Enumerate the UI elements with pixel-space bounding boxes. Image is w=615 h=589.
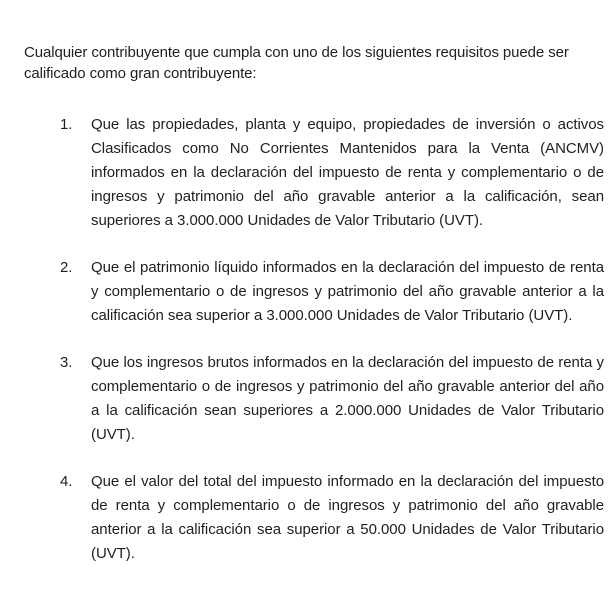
list-item-text: Que los ingresos brutos informados en la declaración del impuesto de renta y complementario o de ingresos y patrimonio del año gravable anterior del año a la calificación sean superiores a 2.000.000 Unidades de Valor Tributario (UVT). [91, 354, 604, 443]
list-item-text: Que el valor del total del impuesto informado en la declaración del impuesto de renta y complementario o de ingresos y patrimonio del año gravable anterior a la calificación sea superior a 50.000 Unidades de Valor Tributario (UVT). [91, 473, 604, 562]
list-item [24, 113, 604, 233]
list-item [24, 470, 604, 566]
list-number: 3. [60, 354, 73, 371]
requirements-list [24, 113, 604, 566]
list-number: 1. [60, 116, 73, 133]
list-item [24, 351, 604, 447]
intro-paragraph: Cualquier contribuyente que cumpla con uno de los siguientes requisitos puede ser calificado como gran contribuyente: [24, 44, 569, 82]
list-number: 2. [60, 259, 73, 276]
list-number: 4. [60, 473, 73, 490]
list-item-text: Que las propiedades, planta y equipo, propiedades de inversión o activos Clasificados como No Corrientes Mantenidos para la Venta (ANCMV) informados en la declaración del impuesto de renta y complementario o de ingresos y patrimonio del año gravable anterior a la calificación, sean superiores a 3.000.000 Unidades de Valor Tributario (UVT). [91, 116, 604, 229]
list-item-text: Que el patrimonio líquido informados en la declaración del impuesto de renta y complementario o de ingresos y patrimonio del año gravable anterior a la calificación sea superior a 3.000.000 Unidades de Valor Tributario (UVT). [91, 259, 604, 324]
document-body [24, 42, 604, 589]
list-item [24, 256, 604, 328]
